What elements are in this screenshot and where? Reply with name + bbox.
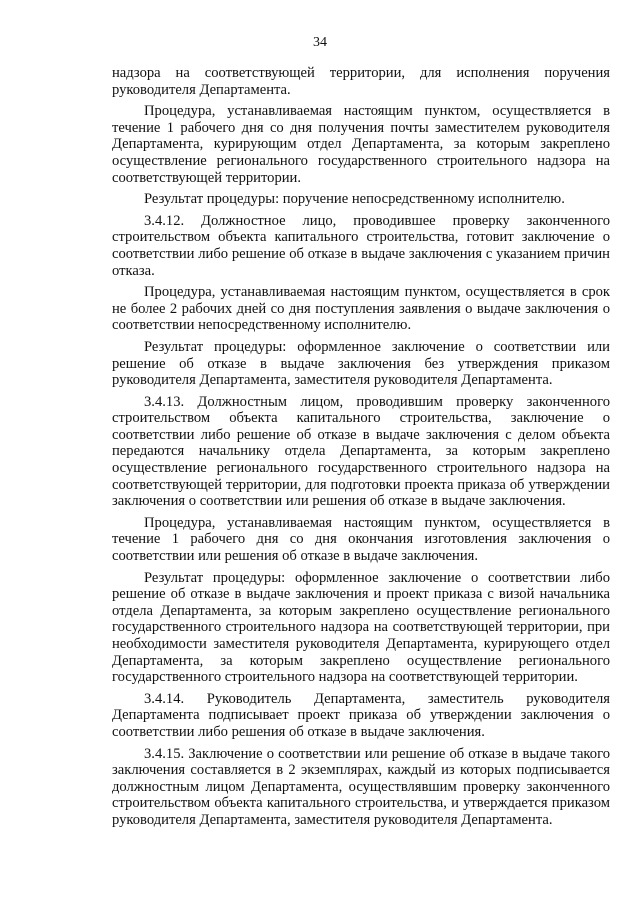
paragraph-procedure-result: Результат процедуры: оформленное заключение о соответствии либо решение об отказе в выдаче заключения и проект приказа с визой начальника отдела Департамента, за которым закреплено осуществление регионального государственного строительного надзора на соответствующей территории, при необходимости заместителя руководителя Департамента, курирующего отдел Департамента, за которым закреплено осуществление регионального государственного строительного надзора на соответствующей территории.	[112, 569, 610, 686]
page-number: 34	[313, 35, 327, 50]
paragraph-3-4-12: 3.4.12. Должностное лицо, проводившее проверку законченного строительством объекта капитального строительства, готовит заключение о соответствии либо решение об отказе в выдаче заключения с указанием причин отказа.	[112, 212, 610, 279]
paragraph-continuation: надзора на соответствующей территории, для исполнения поручения руководителя Департамента.	[112, 65, 610, 98]
paragraph-procedure-timing: Процедура, устанавливаемая настоящим пунктом, осуществляется в течение 1 рабочего дня со дня окончания изготовления заключения о соответствии или решения об отказе в выдаче заключения.	[112, 514, 610, 565]
document-body	[112, 65, 610, 834]
paragraph-procedure-result: Результат процедуры: оформленное заключение о соответствии или решение об отказе в выдаче заключения без утверждения приказом руководителя Департамента, заместителя руководителя Департамента.	[112, 338, 610, 389]
paragraph-procedure-result: Результат процедуры: поручение непосредственному исполнителю.	[144, 191, 565, 208]
paragraph-procedure-timing: Процедура, устанавливаемая настоящим пунктом, осуществляется в течение 1 рабочего дня со дня получения почты заместителем руководителя Департамента, курирующим отдел Департамента, за которым закреплено осуществление регионального государственного строительного надзора на соответствующей территории.	[112, 103, 610, 186]
paragraph-3-4-14: 3.4.14. Руководитель Департамента, заместитель руководителя Департамента подписывает проект приказа об утверждении заключения о соответствии либо решения об отказе в выдаче заключения.	[112, 690, 610, 740]
paragraph-3-4-15: 3.4.15. Заключение о соответствии или решение об отказе в выдаче такого заключения составляется в 2 экземплярах, каждый из которых подписывается должностным лицом Департамента, осуществлявшим проверку законченного строительством объекта капитального строительства, и утверждается приказом руководителя Департамента, заместителя руководителя Департамента.	[112, 745, 610, 828]
paragraph-3-4-13: 3.4.13. Должностным лицом, проводившим проверку законченного строительством объекта капитального строительства, заключение о соответствии либо решение об отказе в выдаче заключения с делом объекта передаются начальнику отдела Департамента, за которым закреплено осуществление регионального государственного строительного надзора на соответствующей территории, для подготовки проекта приказа об утверждении заключения о соответствии или решения об отказе в выдаче заключения.	[112, 393, 610, 510]
paragraph-procedure-timing: Процедура, устанавливаемая настоящим пунктом, осуществляется в срок не более 2 рабочих дней со дня поступления заявления о выдаче заключения о соответствии непосредственному исполнителю.	[112, 284, 610, 334]
